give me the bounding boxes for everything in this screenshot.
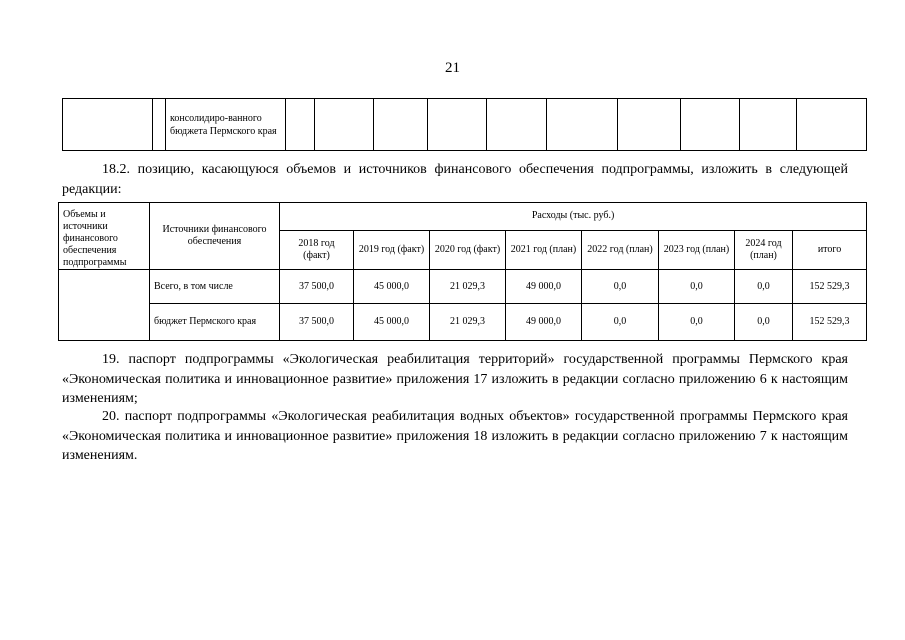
value-cell: 21 029,3 <box>430 270 506 304</box>
table-cell <box>153 99 166 151</box>
year-header: 2022 год (план) <box>582 230 659 269</box>
table-cell <box>374 99 428 151</box>
table-cell <box>797 99 867 151</box>
value-cell: 0,0 <box>582 304 659 341</box>
value-cell: 45 000,0 <box>354 304 430 341</box>
year-header: 2020 год (факт) <box>430 230 506 269</box>
page-number: 21 <box>445 60 460 76</box>
paragraph-20: 20. паспорт подпрограммы «Экологическая реабилитация водных объектов» государственной программы Пермского края «Экономическая политика и инновационное развитие» приложения 18 изложить в редакции согласно приложению 7 к настоящим изменениям. <box>62 409 848 463</box>
row-label-perm-budget: бюджет Пермского края <box>150 304 280 341</box>
table-cell <box>286 99 315 151</box>
table-cell <box>681 99 740 151</box>
year-header: 2018 год (факт) <box>280 230 354 269</box>
table-cell <box>547 99 618 151</box>
table-cell <box>618 99 681 151</box>
value-cell: 152 529,3 <box>793 270 867 304</box>
col-header-sources: Источники финансового обеспечения <box>150 203 280 270</box>
value-cell: 152 529,3 <box>793 304 867 341</box>
value-cell: 37 500,0 <box>280 304 354 341</box>
value-cell: 49 000,0 <box>506 304 582 341</box>
value-cell: 49 000,0 <box>506 270 582 304</box>
table-cell <box>487 99 547 151</box>
year-header: 2019 год (факт) <box>354 230 430 269</box>
value-cell: 21 029,3 <box>430 304 506 341</box>
value-cell: 0,0 <box>659 270 735 304</box>
year-header: 2024 год (план) <box>735 230 793 269</box>
volumes-empty-cell <box>59 270 150 341</box>
year-header: 2021 год (план) <box>506 230 582 269</box>
col-header-volumes: Объемы и источники финансового обеспечения подпрограммы <box>59 203 150 270</box>
finance-table <box>58 202 867 341</box>
value-cell: 0,0 <box>659 304 735 341</box>
table-cell <box>315 99 374 151</box>
value-cell: 0,0 <box>582 270 659 304</box>
table-cell <box>428 99 487 151</box>
value-cell: 45 000,0 <box>354 270 430 304</box>
total-header: итого <box>793 230 867 269</box>
year-header: 2023 год (план) <box>659 230 735 269</box>
table-cell <box>740 99 797 151</box>
row-label-total: Всего, в том числе <box>150 270 280 304</box>
value-cell: 37 500,0 <box>280 270 354 304</box>
paragraph-18-2: 18.2. позицию, касающуюся объемов и источников финансового обеспечения подпрограммы, изложить в следующей редакции: <box>62 162 848 197</box>
paragraph-19: 19. паспорт подпрограммы «Экологическая реабилитация территорий» государственной программы Пермского края «Экономическая политика и инновационное развитие» приложения 17 изложить в редакции согласно приложению 6 к настоящим изменениям; <box>62 352 848 406</box>
value-cell: 0,0 <box>735 270 793 304</box>
expenses-header: Расходы (тыс. руб.) <box>280 203 867 231</box>
budget-label-cell: консолидиро-ванного бюджета Пермского края <box>166 99 286 151</box>
top-table-fragment <box>62 98 867 151</box>
table-cell <box>63 99 153 151</box>
value-cell: 0,0 <box>735 304 793 341</box>
